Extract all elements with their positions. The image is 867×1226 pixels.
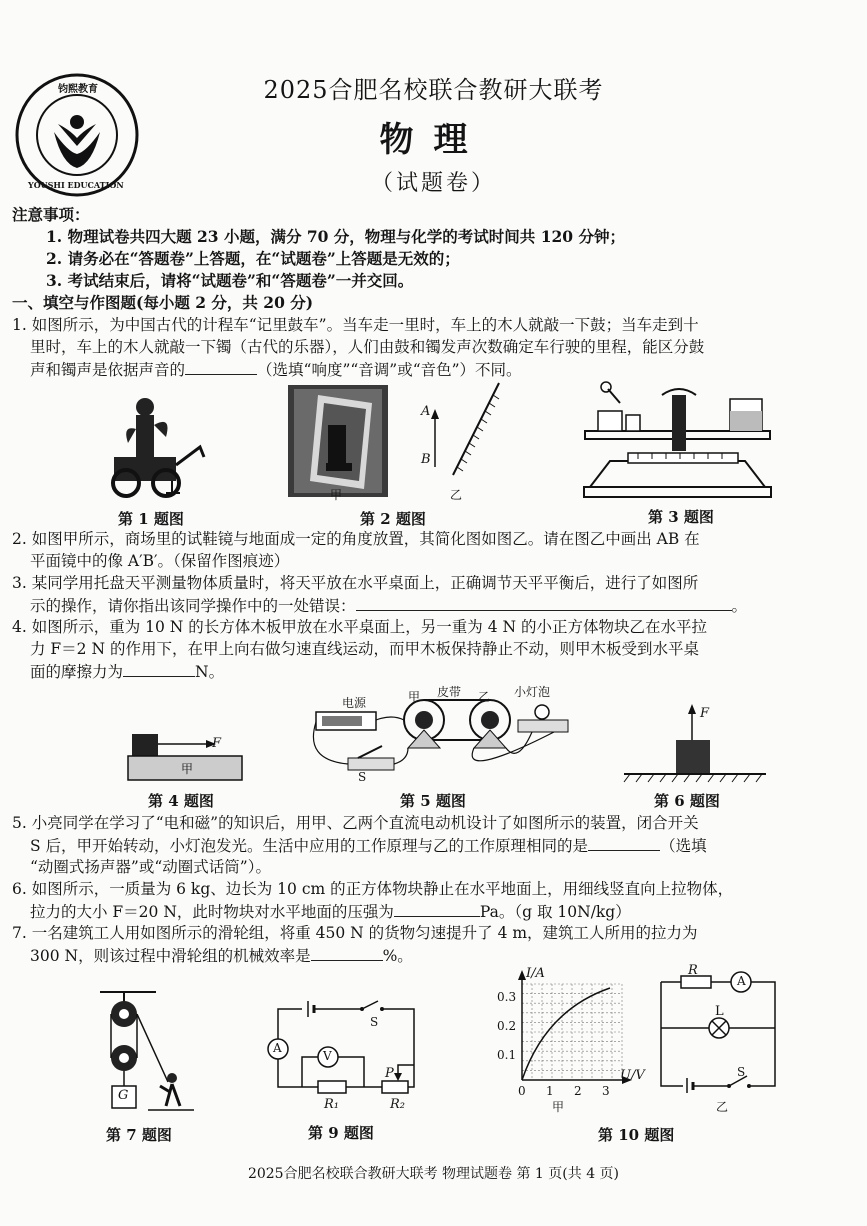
answer-blank-q5[interactable]	[588, 834, 660, 851]
x-tick-2: 2	[574, 1084, 582, 1098]
figure-1-drum-cart	[100, 385, 220, 505]
page-footer: 2025合肥名校联合教研大联考 物理试题卷 第 1 页(共 4 页)	[247, 1166, 620, 1182]
q2-line1: 2. 如图甲所示，商场里的试鞋镜与地面成一定的角度放置，其简化图如图乙。请在图乙中画出 AB 在	[12, 530, 700, 548]
q4-line2: 力 F＝2 N 的作用下，在甲上向右做匀速直线运动，而甲木板保持静止不动，则甲木板受到水平桌	[30, 640, 699, 658]
figure-4-blocks	[124, 726, 254, 786]
q7-line2-b: %。	[382, 947, 413, 965]
answer-blank-q3[interactable]	[356, 594, 732, 611]
x-tick-1: 1	[546, 1084, 554, 1098]
q7-line2-a: 300 N，则该过程中滑轮组的机械效率是	[30, 947, 311, 965]
y-tick-0.1: 0.1	[497, 1048, 517, 1062]
q1-line3-b: （选填“响度”“音调”或“音色”）不同。	[257, 361, 522, 379]
fig10-switch-label: S	[737, 1065, 746, 1079]
fig5-motor-yi-label: 乙	[478, 690, 491, 704]
fig9-voltmeter-label: V	[323, 1049, 332, 1063]
notice-item-2: 2. 请务必在“答题卷”上答题，在“试题卷”上答题是无效的；	[46, 249, 460, 268]
fig6-force-label: F	[700, 706, 710, 721]
fig5-bulb-label: 小灯泡	[514, 685, 551, 699]
y-tick-0.3: 0.3	[497, 990, 517, 1004]
figure-3-caption: 第 3 题图	[648, 508, 714, 526]
q4-line3-a: 面的摩擦力为	[30, 663, 124, 681]
answer-blank-q7[interactable]	[311, 944, 383, 961]
subject-title: 物理	[379, 120, 488, 160]
q1-line2: 里时，车上的木人就敲一下镯（古代的乐器），人们由鼓和镯发声次数确定车行驶的里程，能区分鼓	[30, 338, 705, 356]
q5-line2-a: S 后，甲开始转动，小灯泡发光。生活中应用的工作原理与乙的工作原理相同的是	[30, 837, 589, 855]
q6-line2-b: Pa。（g 取 10N/kg）	[479, 903, 631, 921]
point-b-label: B	[421, 452, 431, 467]
q1-line1: 1. 如图所示，为中国古代的计程车“记里鼓车”。当车走一里时，车上的木人就敲一下鼓；当车走到十	[12, 316, 699, 334]
fig10-ammeter-label: A	[737, 974, 746, 988]
x-tick-3: 3	[602, 1084, 610, 1098]
q2-line2: 平面镜中的像 A′B′。（保留作图痕迹）	[30, 552, 290, 570]
notice-item-1: 1. 物理试卷共四大题 23 小题，满分 70 分，物理与化学的考试时间共 120 分钟；	[46, 227, 625, 246]
fig10-circuit-label-yi: 乙	[716, 1100, 729, 1114]
graph-x-axis-label: U/V	[620, 1068, 645, 1083]
notice-title: 注意事项：	[12, 205, 90, 224]
q3-line2-text: 示的操作，请你指出该同学操作中的一处错误：	[30, 597, 356, 615]
q3-line2	[30, 594, 747, 617]
point-a-label: A	[421, 404, 431, 419]
paper-type: （试题卷）	[370, 171, 496, 196]
q4-line1: 4. 如图所示，重为 10 N 的长方体木板甲放在水平桌面上，另一重为 4 N 的小正方体物块乙在水平拉	[12, 618, 707, 636]
q7-line2	[30, 944, 413, 967]
q6-line1: 6. 如图所示，一质量为 6 kg、边长为 10 cm 的正方体物块静止在水平地面上，用细线竖直向上拉物体，	[12, 880, 734, 898]
fig9-r1-label: R₁	[324, 1097, 339, 1112]
answer-blank-q4[interactable]	[123, 660, 195, 677]
answer-blank-q6[interactable]	[394, 900, 480, 917]
answer-blank-q1[interactable]	[185, 358, 257, 375]
figure-2-label-jia: 甲	[330, 488, 343, 502]
fig5-switch-label: S	[358, 770, 367, 784]
q6-line2-a: 拉力的大小 F＝20 N，此时物块对水平地面的压强为	[30, 903, 394, 921]
figure-3-balance-scale	[580, 375, 775, 505]
figure-6-caption: 第 6 题图	[654, 792, 720, 810]
q5-line1: 5. 小亮同学在学习了“电和磁”的知识后，用甲、乙两个直流电动机设计了如图所示的装置，闭合开关	[12, 814, 699, 832]
graph-y-axis-label: I/A	[526, 966, 545, 981]
fig9-r2-label: R₂	[390, 1097, 405, 1112]
q6-line2	[30, 900, 631, 923]
figure-6-block-on-ground	[620, 700, 770, 785]
fig9-slider-label: P	[385, 1066, 394, 1081]
notice-item-3: 3. 考试结束后，请将“试题卷”和“答题卷”一并交回。	[46, 271, 414, 290]
fig5-power-label: 电源	[342, 696, 367, 710]
q5-line2-b: （选填	[660, 837, 707, 855]
fig7-weight-label: G	[118, 1088, 129, 1103]
figure-7-pulley-system	[96, 988, 196, 1118]
fig5-belt-label: 皮带	[437, 685, 462, 699]
q3-end: 。	[731, 597, 748, 615]
q1-line3-a: 声和镯声是依据声音的	[30, 361, 186, 379]
figure-2-label-yi: 乙	[450, 488, 463, 502]
x-tick-0: 0	[518, 1084, 526, 1098]
q4-line3	[30, 660, 224, 683]
logo-text-bottom: YOUSHI EDUCATION	[28, 180, 124, 190]
fig5-motor-jia-label: 甲	[408, 690, 421, 704]
q4-line3-b: N。	[195, 663, 225, 681]
exam-title: 2025合肥名校联合教研大联考	[263, 76, 604, 104]
fig9-ammeter-label: A	[273, 1041, 282, 1055]
figure-2-caption: 第 2 题图	[360, 510, 426, 528]
figure-10-caption: 第 10 题图	[598, 1126, 675, 1144]
graph-label-jia: 甲	[552, 1100, 565, 1114]
figure-4-caption: 第 4 题图	[148, 792, 214, 810]
fig10-lamp-label: L	[715, 1004, 724, 1019]
fig10-resistor-label: R	[688, 963, 698, 978]
figure-9-circuit	[262, 995, 432, 1120]
q5-line3: “动圈式扬声器”或“动圈式话筒”）。	[30, 858, 271, 876]
graph-grid	[522, 984, 622, 1080]
q3-line1: 3. 某同学用托盘天平测量物体质量时，将天平放在水平桌面上，正确调节天平平衡后，进行了如图所	[12, 574, 699, 592]
figure-10-circuit	[655, 968, 780, 1093]
q5-line2	[30, 834, 860, 857]
q7-line1: 7. 一名建筑工人用如图所示的滑轮组，将重 450 N 的货物匀速提升了 4 m，建筑工人所用的拉力为	[12, 924, 698, 942]
figure-1-caption: 第 1 题图	[118, 510, 184, 528]
figure-7-caption: 第 7 题图	[106, 1126, 172, 1144]
figure-9-caption: 第 9 题图	[308, 1124, 374, 1142]
logo-text-top: 钧熙教育	[58, 84, 98, 95]
y-tick-0.2: 0.2	[497, 1019, 517, 1033]
figure-2-photo-shoe-mirror	[288, 385, 388, 497]
fig4-board-label: 甲	[181, 762, 194, 776]
fig9-switch-label: S	[370, 1015, 379, 1029]
figure-5-caption: 第 5 题图	[400, 792, 466, 810]
fig4-force-label: F	[212, 736, 222, 751]
figure-10-iv-graph	[492, 968, 632, 1098]
section-title: 一、填空与作图题(每小题 2 分，共 20 分)	[12, 293, 314, 312]
iv-curve	[522, 988, 610, 1080]
